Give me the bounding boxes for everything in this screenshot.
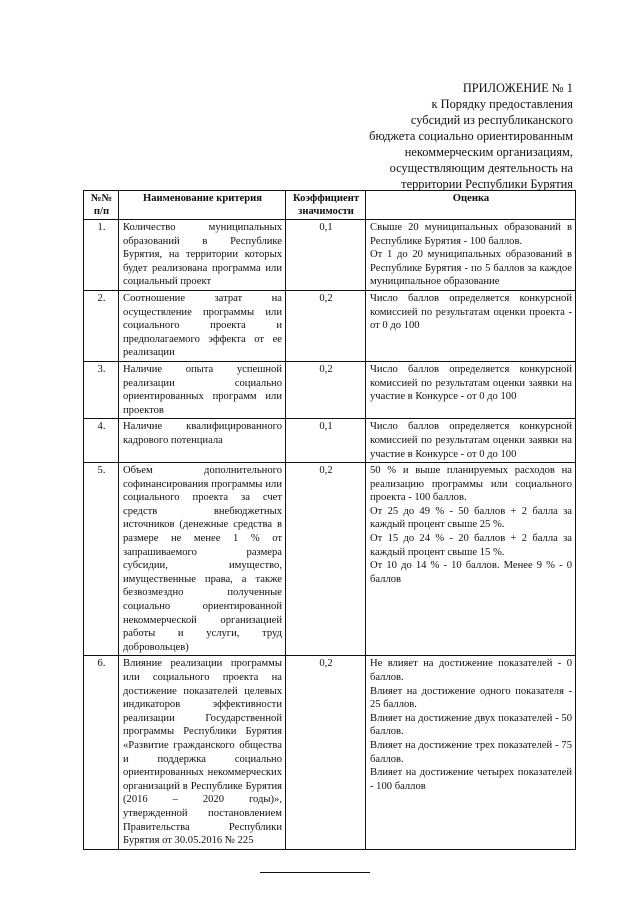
criterion-name: Влияние реализации программы или социального проекта на достижение показателей целевых индикаторов эффективности реализации Государственной программы Республики Бурятия «Развитие гражданского общества и поддержка социально ориентированных некоммерческих организаций в Республике Бурятия (2016 – 2020 годы)», утвержденной постановлением Правительства Республики Бурятия от 30.05.2016 № 225 bbox=[119, 656, 286, 849]
table-header-row bbox=[84, 191, 576, 220]
table-row bbox=[84, 220, 576, 291]
header-num: №№ п/п bbox=[84, 191, 119, 220]
criterion-name: Наличие опыта успешной реализации социально ориентированных программ или проектов bbox=[119, 361, 286, 418]
score-line: Влияет на достижение двух показателей - 50 баллов. bbox=[370, 712, 572, 738]
row-num: 2. bbox=[84, 290, 119, 361]
criterion-score bbox=[366, 656, 576, 849]
score-line: Не влияет на достижение показателей - 0 баллов. bbox=[370, 658, 572, 683]
header-line: осуществляющим деятельность на bbox=[389, 161, 573, 175]
row-num: 5. bbox=[84, 463, 119, 656]
criterion-coef: 0,2 bbox=[286, 361, 366, 418]
score-line: Влияет на достижение одного показателя - 25 баллов. bbox=[370, 685, 572, 711]
criteria-table bbox=[83, 190, 576, 850]
header-line: к Порядку предоставления bbox=[431, 97, 573, 111]
score-line: Число баллов определяется конкурсной комиссией по результатам оценки проекта - от 0 до 100 bbox=[370, 292, 572, 332]
table-row bbox=[84, 419, 576, 463]
criterion-score bbox=[366, 361, 576, 418]
criterion-score bbox=[366, 419, 576, 463]
criterion-coef: 0,2 bbox=[286, 656, 366, 849]
score-line: От 25 до 49 % - 50 баллов + 2 балла за каждый процент свыше 25 %. bbox=[370, 505, 572, 531]
criterion-name: Наличие квалифицированного кадрового потенциала bbox=[119, 419, 286, 463]
score-line: Число баллов определяется конкурсной комиссией по результатам оценки заявки на участие в Конкурсе - от 0 до 100 bbox=[370, 421, 572, 460]
score-line: Свыше 20 муниципальных образований в Республике Бурятия - 100 баллов. bbox=[370, 222, 572, 247]
appendix-header bbox=[273, 80, 573, 192]
row-num: 3. bbox=[84, 361, 119, 418]
score-line: Число баллов определяется конкурсной комиссией по результатам оценки заявки на участие в Конкурсе - от 0 до 100 bbox=[370, 363, 572, 403]
row-num: 4. bbox=[84, 419, 119, 463]
criterion-coef: 0,2 bbox=[286, 463, 366, 656]
criterion-name: Количество муниципальных образований в Республике Бурятия, на территории которых будет реализована программа или социальный проект bbox=[119, 220, 286, 291]
header-line: бюджета социально ориентированным bbox=[369, 129, 573, 143]
header-line: ПРИЛОЖЕНИЕ № 1 bbox=[462, 81, 573, 95]
table-row bbox=[84, 361, 576, 418]
score-line: От 15 до 24 % - 20 баллов + 2 балла за каждый процент свыше 15 %. bbox=[370, 533, 572, 558]
score-line: От 1 до 20 муниципальных образований в Республике Бурятия - по 5 баллов за каждое муниципальное образование bbox=[370, 249, 572, 288]
score-line: Влияет на достижение четырех показателей - 100 баллов bbox=[370, 767, 572, 792]
criterion-coef: 0,2 bbox=[286, 290, 366, 361]
header-line: некоммерческим организациям, bbox=[404, 145, 573, 159]
score-line: От 10 до 14 % - 10 баллов. Менее 9 % - 0 баллов bbox=[370, 560, 572, 585]
footer-divider bbox=[260, 872, 370, 873]
header-line: территории Республики Бурятия bbox=[401, 177, 573, 191]
score-line: Влияет на достижение трех показателей - 75 баллов. bbox=[370, 739, 572, 765]
criterion-coef: 0,1 bbox=[286, 220, 366, 291]
table-row bbox=[84, 290, 576, 361]
header-score: Оценка bbox=[366, 191, 576, 220]
row-num: 6. bbox=[84, 656, 119, 849]
criterion-name: Объем дополнительного софинансирования программы или социального проекта за счет средств внебюджетных источников (денежные средства в размере не менее 1 % от запрашиваемого размера субсидии, имущество, имущественные права, а также безвозмездно полученные социально ориентированной некоммерческой организацией работы и услуги, труд добровольцев) bbox=[119, 463, 286, 656]
header-line: субсидий из республиканского bbox=[410, 113, 573, 127]
criterion-name: Соотношение затрат на осуществление программы или социального проекта и предполагаемого эффекта от ее реализации bbox=[119, 290, 286, 361]
header-coef: Коэффициент значимости bbox=[286, 191, 366, 220]
criterion-score bbox=[366, 463, 576, 656]
header-name: Наименование критерия bbox=[119, 191, 286, 220]
criterion-score bbox=[366, 220, 576, 291]
table-row bbox=[84, 463, 576, 656]
criterion-coef: 0,1 bbox=[286, 419, 366, 463]
criterion-score bbox=[366, 290, 576, 361]
row-num: 1. bbox=[84, 220, 119, 291]
table-row bbox=[84, 656, 576, 849]
score-line: 50 % и выше планируемых расходов на реализацию программы или социального проекта - 100 баллов. bbox=[370, 465, 572, 504]
